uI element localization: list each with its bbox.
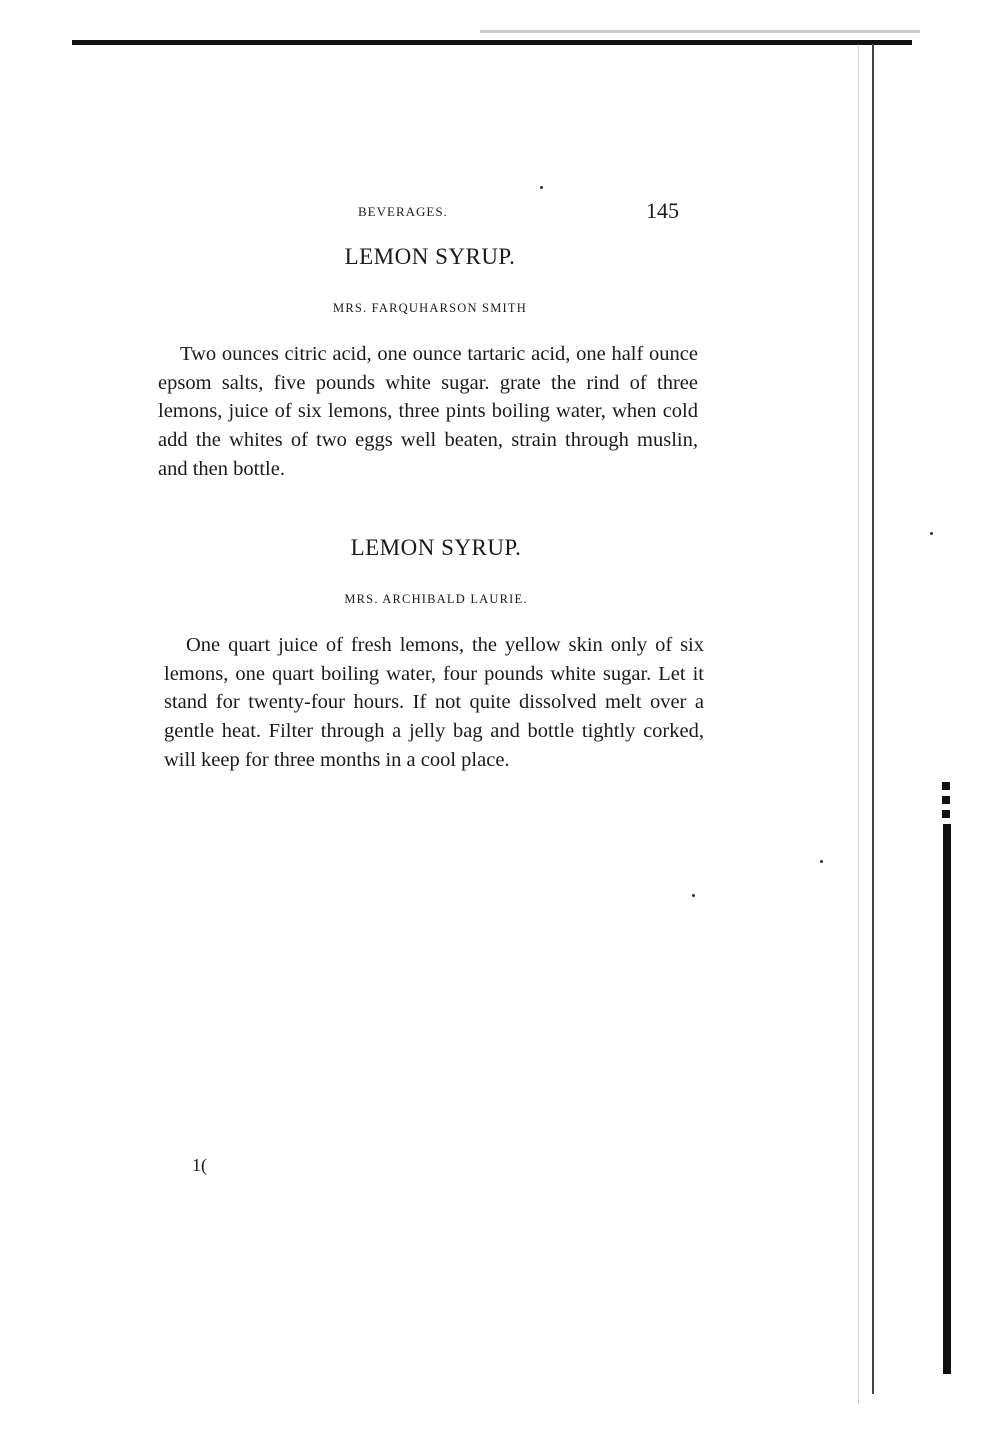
recipe-author: MRS. FARQUHARSON SMITH bbox=[333, 301, 527, 315]
signature-mark: 1( bbox=[192, 1155, 207, 1175]
scan-artifact bbox=[480, 30, 920, 33]
scan-edge-mark bbox=[942, 782, 950, 790]
page-number: 145 bbox=[646, 198, 679, 223]
scan-edge-mark bbox=[942, 810, 950, 818]
recipe-text: Two ounces citric acid, one ounce tartaric acid, one half ounce epsom salts, five pounds white sugar. grate the rind of three lemons, juice of six lemons, three pints boiling water, when cold add the whites of two eggs well beaten, strain through muslin, and then bottle. bbox=[158, 343, 698, 480]
page-edge-line bbox=[872, 44, 874, 1394]
recipe-title: LEMON SYRUP. bbox=[344, 244, 516, 269]
scan-speck bbox=[930, 532, 933, 535]
scan-edge-bar bbox=[943, 824, 951, 1374]
top-rule-line bbox=[72, 40, 912, 45]
recipe-author: MRS. ARCHIBALD LAURIE. bbox=[344, 592, 528, 606]
scan-speck bbox=[820, 860, 823, 863]
recipe-title: LEMON SYRUP. bbox=[350, 535, 522, 560]
page-edge-shadow bbox=[858, 44, 859, 1404]
page-header bbox=[160, 198, 700, 226]
running-head: BEVERAGES. bbox=[358, 204, 448, 219]
scan-speck bbox=[540, 186, 543, 189]
scan-edge-mark bbox=[942, 796, 950, 804]
scan-speck bbox=[692, 894, 695, 897]
recipe-text: One quart juice of fresh lemons, the yellow skin only of six lemons, one quart boiling water, four pounds white sugar. Let it stand for twenty-four hours. If not quite dissolved melt over a gentle heat. Filter through a jelly bag and bottle tightly corked, will keep for three months in a cool place. bbox=[164, 634, 704, 771]
